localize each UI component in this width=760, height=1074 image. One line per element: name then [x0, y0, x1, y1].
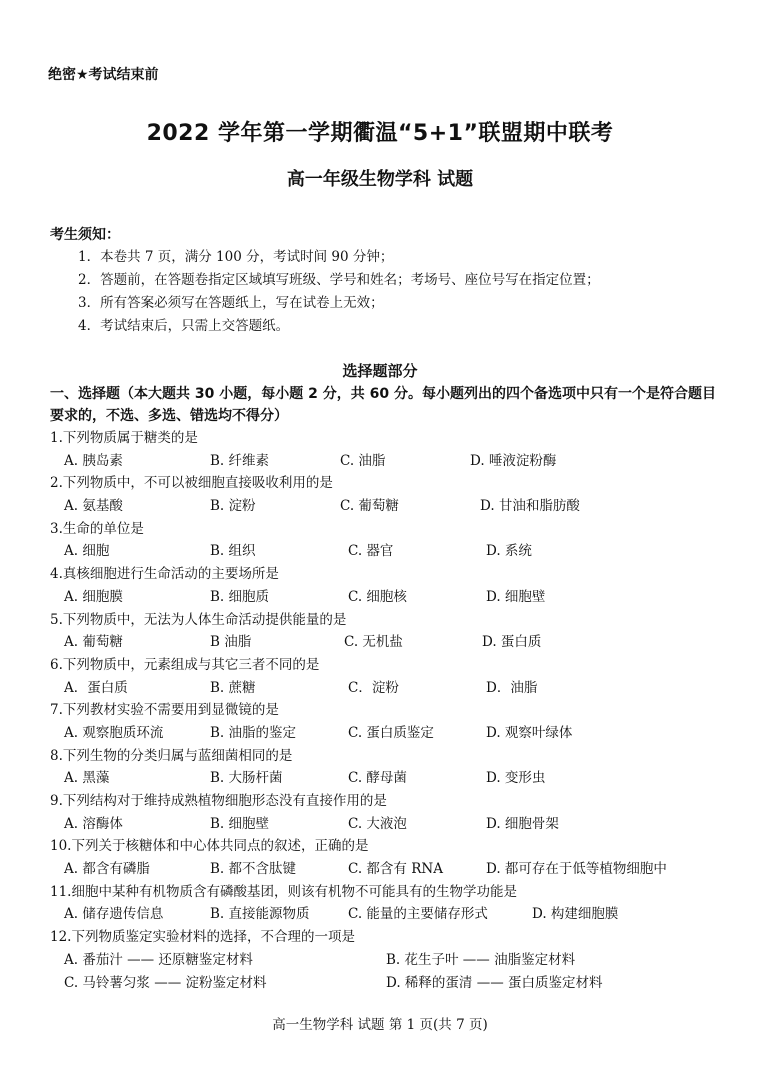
option-d: D. 观察叶绿体 — [486, 724, 573, 741]
question-stem: 8.下列生物的分类归属与蓝细菌相同的是 — [50, 747, 293, 764]
question-list — [50, 427, 730, 994]
option-c: C. 葡萄糖 — [340, 498, 399, 515]
option-a: A. 储存遗传信息 — [64, 906, 164, 923]
question-options — [50, 813, 730, 836]
confidential-label: 绝密★考试结束前 — [48, 67, 159, 83]
exam-title: 2022 学年第一学期衢温“5+1”联盟期中联考 — [146, 121, 614, 146]
question-stem: 7.下列教材实验不需要用到显微镜的是 — [50, 702, 279, 719]
option-c: C. 器官 — [348, 543, 394, 560]
option-b: B. 纤维素 — [210, 452, 270, 469]
option-d: D．油脂 — [486, 679, 538, 696]
question-12 — [50, 926, 730, 994]
question-4 — [50, 563, 730, 608]
question-1 — [50, 427, 730, 472]
option-c: C．淀粉 — [348, 679, 399, 696]
question-6 — [50, 654, 730, 699]
option-a: A. 葡萄糖 — [64, 634, 123, 651]
section-title: 选择题部分 — [342, 362, 418, 380]
notice-list — [78, 246, 600, 338]
question-options — [50, 631, 730, 654]
option-c: C. 马铃薯匀浆 —— 淀粉鉴定材料 — [64, 974, 267, 991]
option-d: D. 系统 — [486, 543, 532, 560]
option-a: A. 氨基酸 — [64, 498, 123, 515]
option-d: D. 稀释的蛋清 —— 蛋白质鉴定材料 — [386, 974, 603, 991]
notice-item: 1．本卷共 7 页，满分 100 分，考试时间 90 分钟； — [78, 249, 394, 265]
question-3 — [50, 518, 730, 563]
option-d: D. 甘油和脂肪酸 — [480, 498, 580, 515]
question-options — [50, 677, 730, 700]
option-b: B. 细胞壁 — [210, 815, 270, 832]
option-b: B. 细胞质 — [210, 588, 270, 605]
question-8 — [50, 745, 730, 790]
notice-item: 2．答题前，在答题卷指定区域填写班级、学号和姓名；考场号、座位号写在指定位置； — [78, 272, 600, 288]
option-c: C. 油脂 — [340, 452, 386, 469]
question-10 — [50, 835, 730, 880]
question-9 — [50, 790, 730, 835]
exam-subtitle: 高一年级生物学科 试题 — [286, 169, 474, 190]
notice-item: 3．所有答案必须写在答题纸上，写在试卷上无效； — [78, 295, 384, 311]
option-a: A. 胰岛素 — [64, 452, 123, 469]
option-b: B. 都不含肽键 — [210, 861, 297, 878]
option-b: B. 大肠杆菌 — [210, 770, 283, 787]
option-d: D. 唾液淀粉酶 — [470, 452, 557, 469]
question-stem: 5.下列物质中，无法为人体生命活动提供能量的是 — [50, 611, 347, 628]
notice-item: 4．考试结束后，只需上交答题纸。 — [78, 318, 290, 334]
option-d: D. 都可存在于低等植物细胞中 — [486, 861, 667, 878]
notice-heading: 考生须知： — [50, 227, 120, 243]
question-stem: 9.下列结构对于维持成熟植物细胞形态没有直接作用的是 — [50, 793, 387, 809]
question-11 — [50, 881, 730, 926]
option-d: D. 蛋白质 — [482, 634, 542, 651]
question-stem: 4.真核细胞进行生命活动的主要场所是 — [50, 566, 279, 583]
question-options — [50, 767, 730, 790]
option-c: C. 蛋白质鉴定 — [348, 724, 434, 741]
question-stem: 6.下列物质中，元素组成与其它三者不同的是 — [50, 656, 320, 673]
option-d: D. 细胞骨架 — [486, 815, 559, 832]
option-c: C. 细胞核 — [348, 588, 407, 605]
option-d: D. 构建细胞膜 — [532, 906, 619, 923]
option-c: C. 无机盐 — [344, 634, 403, 651]
section-instruction: 一、选择题（本大题共 30 小题，每小题 2 分，共 60 分。每小题列出的四个备选项中只有一个是符合题目要求的，不选、多选、错选均不得分） — [50, 386, 716, 424]
option-b: B. 组织 — [210, 543, 256, 560]
option-a: A. 番茄汁 —— 还原糖鉴定材料 — [64, 951, 253, 968]
question-options — [50, 450, 730, 473]
option-c: C. 都含有 RNA — [348, 861, 443, 878]
question-stem: 12.下列物质鉴定实验材料的选择，不合理的一项是 — [50, 929, 355, 946]
option-b: B. 淀粉 — [210, 498, 256, 515]
option-a: A. 细胞膜 — [64, 588, 123, 605]
page-footer: 高一生物学科 试题 第 1 页(共 7 页) — [272, 1017, 488, 1033]
option-c: C. 酵母菌 — [348, 770, 407, 787]
option-a: A. 溶酶体 — [64, 815, 123, 832]
option-a: A. 观察胞质环流 — [64, 724, 164, 741]
option-a: A. 细胞 — [64, 543, 110, 560]
option-a: A．蛋白质 — [64, 679, 128, 696]
question-options — [50, 903, 730, 926]
question-options — [50, 722, 730, 745]
option-d: D. 变形虫 — [486, 770, 546, 787]
question-stem: 10.下列关于核糖体和中心体共同点的叙述，正确的是 — [50, 838, 369, 855]
question-stem: 1.下列物质属于糖类的是 — [50, 430, 198, 446]
question-stem: 11.细胞中某种有机物质含有磷酸基团，则该有机物不可能具有的生物学功能是 — [50, 883, 517, 900]
question-2 — [50, 472, 730, 517]
option-b: B. 油脂的鉴定 — [210, 724, 297, 741]
option-b: B. 花生子叶 —— 油脂鉴定材料 — [386, 951, 576, 968]
option-d: D. 细胞壁 — [486, 588, 546, 605]
option-b: B. 蔗糖 — [210, 679, 256, 696]
option-a: A. 黑藻 — [64, 770, 110, 787]
question-5 — [50, 609, 730, 654]
question-options — [50, 586, 730, 609]
option-c: C. 能量的主要储存形式 — [348, 906, 488, 923]
question-options — [50, 949, 730, 994]
option-a: A. 都含有磷脂 — [64, 861, 150, 878]
option-c: C. 大液泡 — [348, 815, 407, 832]
option-b: B 油脂 — [210, 634, 252, 651]
question-options — [50, 858, 730, 881]
question-options — [50, 540, 730, 563]
question-stem: 3.生命的单位是 — [50, 520, 144, 537]
question-options — [50, 495, 730, 518]
question-stem: 2.下列物质中，不可以被细胞直接吸收利用的是 — [50, 475, 333, 492]
option-b: B. 直接能源物质 — [210, 906, 310, 923]
question-7 — [50, 699, 730, 744]
